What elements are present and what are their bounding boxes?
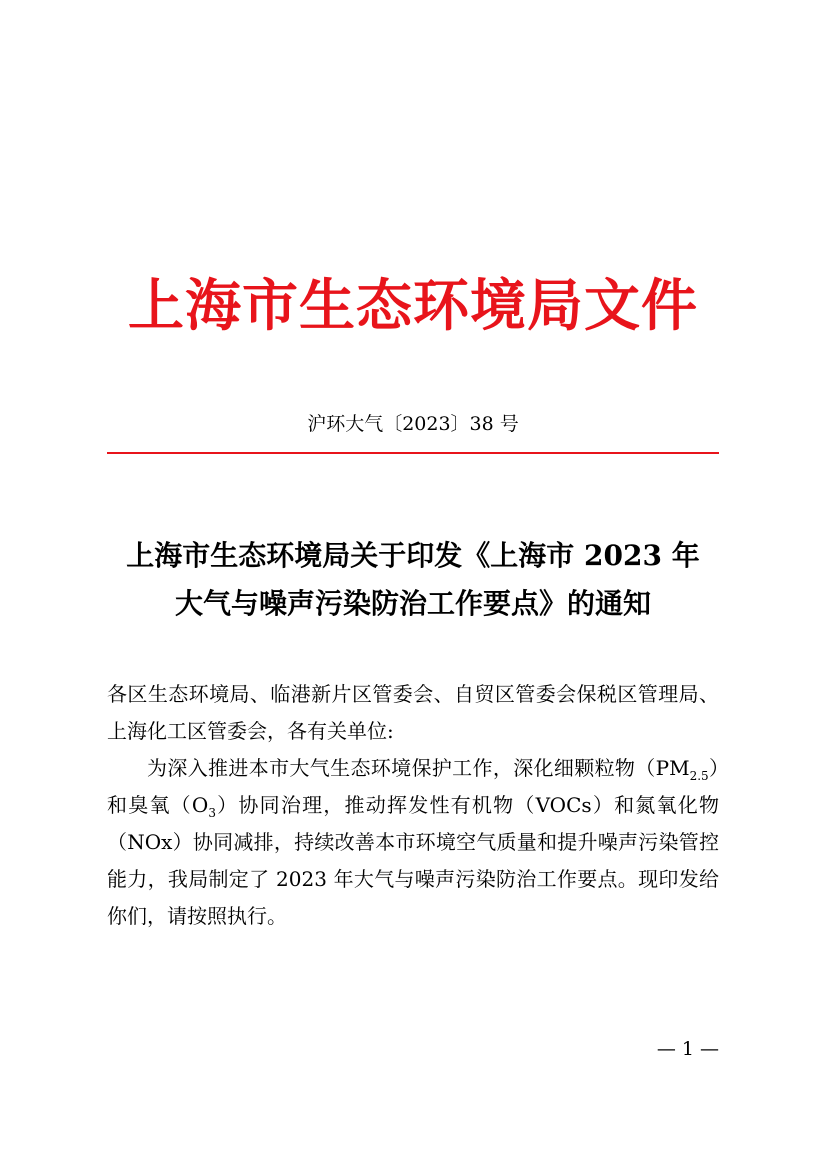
document-title-line-1: 上海市生态环境局关于印发《上海市 2023 年	[126, 539, 700, 572]
addressees-paragraph: 各区生态环境局、临港新片区管委会、自贸区管委会保税区管理局、上海化工区管委会，各有关单位:	[107, 682, 719, 743]
red-divider-rule	[107, 452, 719, 454]
main-paragraph	[107, 750, 719, 935]
document-body	[107, 676, 719, 935]
o3-subscript: 3	[208, 806, 216, 820]
main-paragraph-part-2: ）和臭氧（O	[107, 756, 720, 817]
document-title	[107, 532, 719, 628]
main-paragraph-part-3: ）协同治理，推动挥发性有机物（VOCs）和氮氧化物（NOx）协同减排，持续改善本市环境空气质量和提升噪声污染管控能力，我局制定了 2023 年大气与噪声污染防治工作要点。现印发给你们，请按照执行。	[107, 793, 719, 928]
pm-subscript: 2.5	[689, 769, 709, 783]
page-number: — 1 —	[656, 1038, 719, 1060]
main-paragraph-part-1: 为深入推进本市大气生态环境保护工作，深化细颗粒物（PM	[147, 756, 690, 780]
document-title-line-2: 大气与噪声污染防治工作要点》的通知	[174, 587, 651, 620]
agency-header-title: 上海市生态环境局文件	[128, 273, 698, 339]
document-number: 沪环大气〔2023〕38 号	[307, 413, 519, 435]
